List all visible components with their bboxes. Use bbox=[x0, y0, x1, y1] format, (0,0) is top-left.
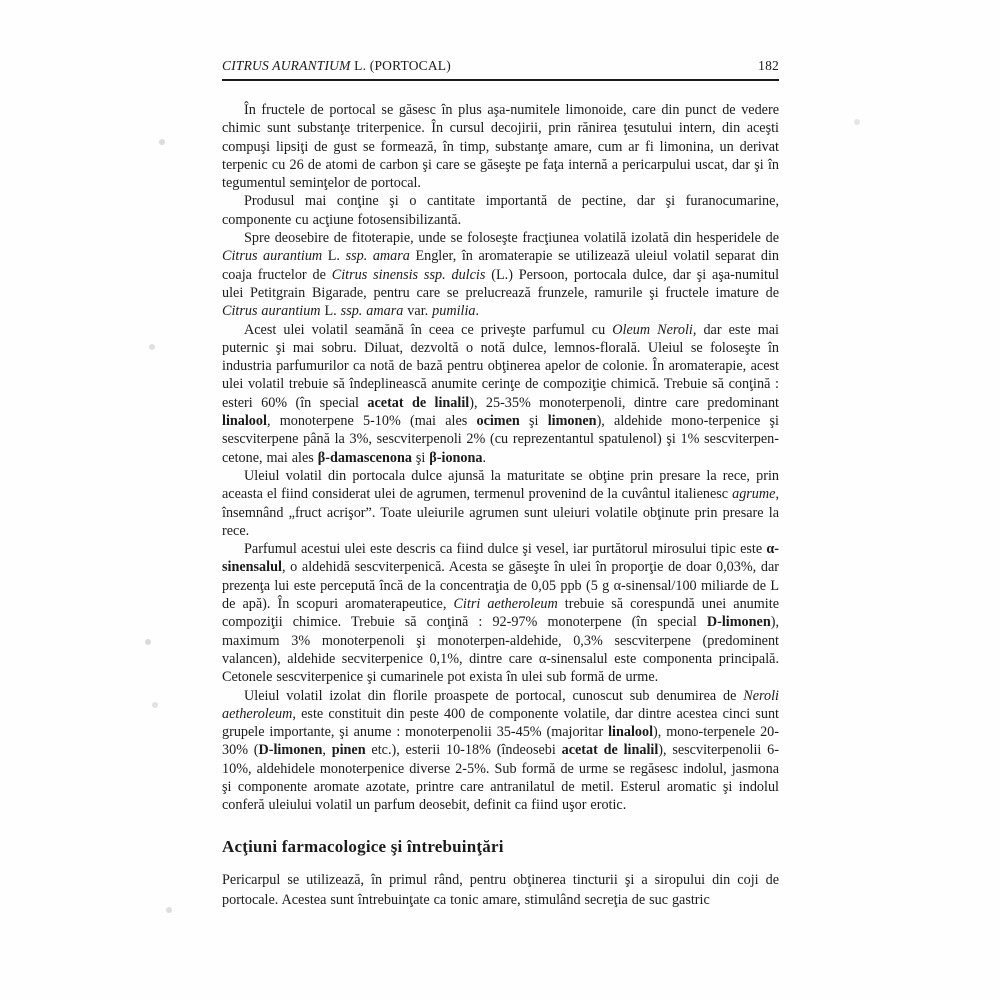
paragraph bbox=[222, 687, 779, 815]
page-content bbox=[222, 58, 779, 910]
text-run: ), 25-35% monoterpenoli, dintre care predominant bbox=[469, 394, 779, 411]
paragraph bbox=[222, 192, 779, 229]
text-run: (L.) Persoon, portocala dulce, dar şi aşa-numitul ulei Petitgrain Bigarade, pentru care se prelucrează frunzele, ramurile şi fructele imature de bbox=[222, 266, 780, 301]
text-run: etc.), esterii 10-18% (îndeosebi bbox=[365, 742, 562, 759]
text-run: ), sescviterpenolii 6-10%, aldehidele monoterpenice diverse 2-5%. Sub formă de urme se regăsesc indolul, jasmona şi componente aromate azotate, printre care antranilatul de metil. Esterul aromatic şi indolul conferă uleiului volatil un parfum deosebit, definit ca fiind uşor erotic. bbox=[222, 742, 779, 814]
text-run: Produsul mai conţine şi o cantitate importantă de pectine, dar şi furanocumarine, componente cu acţiune fotosensibilizantă. bbox=[222, 193, 779, 228]
italic-run: Citrus aurantium bbox=[222, 248, 323, 265]
page-body bbox=[222, 101, 779, 910]
italic-run: ssp. amara bbox=[340, 303, 404, 320]
bold-run: β-ionona bbox=[429, 449, 483, 466]
italic-run: Citrus aurantium bbox=[222, 303, 321, 320]
text-run: Acest ulei volatil seamănă în ceea ce priveşte parfumul cu bbox=[244, 321, 613, 338]
text-run: . bbox=[475, 303, 480, 320]
section-heading: Acţiuni farmacologice şi întrebuinţări bbox=[222, 836, 504, 856]
text-run: Uleiul volatil izolat din florile proaspete de portocal, cunoscut sub denumirea de bbox=[244, 687, 744, 704]
text-run: şi bbox=[411, 449, 430, 466]
paragraph bbox=[222, 540, 779, 686]
bold-run: α-sinensalul bbox=[222, 541, 779, 576]
text-run: , bbox=[322, 742, 332, 759]
paragraph bbox=[222, 229, 779, 320]
text-run: trebuie să corespundă unei anumite compoziţii chimice. Trebuie să conţină : 92-97% monoterpene (în special bbox=[222, 596, 779, 631]
italic-run: Neroli aetheroleum bbox=[222, 687, 779, 722]
italic-run: agrume bbox=[732, 486, 776, 503]
text-run: , monoterpene 5-10% (mai ales bbox=[266, 413, 477, 430]
text-run: Parfumul acestui ulei este descris ca fiind dulce şi vesel, iar purtătorul mirosului tipic este bbox=[244, 541, 767, 558]
text-run: . bbox=[482, 449, 487, 466]
italic-run: pumilia bbox=[432, 303, 476, 320]
italic-run: ssp. amara bbox=[345, 248, 410, 265]
bold-run: linalool bbox=[222, 413, 267, 430]
text-run: Pericarpul se utilizează, în primul rând, pentru obţinerea tincturii şi a siropului din coji de portocale. Acestea sunt întrebuinţate ca tonic amare, stimulând secreţia de suc gastric bbox=[222, 871, 779, 908]
bold-run: β-damascenona bbox=[317, 449, 412, 466]
text-run: , este constituit din peste 400 de componente volatile, dar dintre acestea cinci sunt grupele importante, şi anume : monoterpenolii 35-45% (majoritar bbox=[222, 705, 779, 741]
bold-run: linalool bbox=[608, 724, 654, 741]
bold-run: pinen bbox=[331, 742, 366, 759]
italic-run: Oleum Neroli bbox=[612, 321, 693, 338]
text-run: Uleiul volatil din portocala dulce ajunsă la maturitate se obţine prin presare la rece, prin aceasta el fiind considerat ulei de agrumen, termenul provenind de la cuvântul italienesc bbox=[222, 467, 779, 503]
scan-artifacts bbox=[0, 0, 4, 4]
bold-run: D-limonen bbox=[706, 614, 771, 631]
paragraph bbox=[222, 321, 779, 467]
running-title-rest: L. (PORTOCAL) bbox=[350, 58, 451, 73]
text-run: , dar este mai puternic şi mai sobru. Diluat, dezvoltă o notă dulce, lemnos-florală. Uleiul se foloseşte în industria parfumurilor ca notă de bază pentru obţinerea apelor de colonie. În aromaterapie, acest ulei volatil trebuie să îndeplinească anumite cerinţe de compoziţie chimică. Trebuie să conţină : esteri 60% (în special bbox=[222, 321, 779, 411]
text-run: L. bbox=[322, 248, 346, 265]
text-run: ), maximum 3% monoterpenoli şi monoterpen-aldehide, 0,3% sescviterpene (predominent valancen), aldehide secviterpenice 0,1%, dintre care α-sinensalul este componenta principală. Cetonele sescviterpenice şi cumarinele pot exista în ulei sub formă de urme. bbox=[222, 614, 779, 686]
bold-run: limonen bbox=[547, 413, 597, 430]
text-run: şi bbox=[519, 413, 548, 430]
text-run: În fructele de portocal se găsesc în plus aşa-numitele limonoide, care din punct de vedere chimic sunt substanţe triterpenice. În cursul decojirii, prin rănirea ţesutului intern, din aceşti compuşi lipsiţi de gust se formează, în timp, substanţe amare, cum ar fi limonina, un derivat terpenic cu 26 de atomi de carbon şi care se găseşte pe faţa internă a pericarpului uscat, dar şi în tegumentul seminţelor de portocal. bbox=[222, 102, 779, 192]
text-run: ), aldehide mono-terpenice şi sescviterpene până la 3%, sescviterpenoli 2% (cu reprezentantul spatulenol) şi 1% sescviterpen-cetone, mai ales bbox=[222, 413, 779, 466]
italic-run: Citrus sinensis ssp. dulcis bbox=[331, 266, 486, 283]
text-run: Engler, în aromaterapie se utilizează uleiul volatil separat din coaja fructelor de bbox=[222, 248, 779, 283]
text-run: ), mono-terpenele 20-30% ( bbox=[222, 724, 780, 759]
paragraph bbox=[222, 870, 779, 911]
bold-run: acetat de linalil bbox=[561, 742, 659, 759]
text-run: var. bbox=[403, 303, 433, 320]
text-run: Spre deosebire de fitoterapie, unde se foloseşte fracţiunea volatilă izolată din hesperidele de bbox=[244, 230, 779, 247]
running-header bbox=[222, 58, 779, 81]
text-run: L. bbox=[320, 303, 341, 320]
running-title-species: CITRUS AURANTIUM bbox=[222, 58, 351, 73]
bold-run: acetat de linalil bbox=[367, 394, 470, 411]
paragraph bbox=[222, 101, 779, 192]
bold-run: D-limonen bbox=[258, 742, 323, 759]
italic-run: Citri aetheroleum bbox=[453, 596, 558, 613]
page-number: 182 bbox=[758, 58, 779, 73]
paragraph bbox=[222, 467, 779, 540]
running-title bbox=[222, 58, 451, 74]
text-run: , o aldehidă sescviterpenică. Acesta se găseşte în ulei în proporţie de doar 0,03%, dar prezenţa lui este percepută încă de la concentraţia de 0,05 ppb (5 g α-sinensal/100 miliarde de L de apă). În scopuri aromaterapeutice, bbox=[222, 559, 779, 613]
text-run: , însemnând „fruct acrişor”. Toate uleiurile agrumen sunt uleiuri volatile obţinute prin presare la rece. bbox=[222, 486, 779, 539]
bold-run: ocimen bbox=[476, 413, 520, 430]
